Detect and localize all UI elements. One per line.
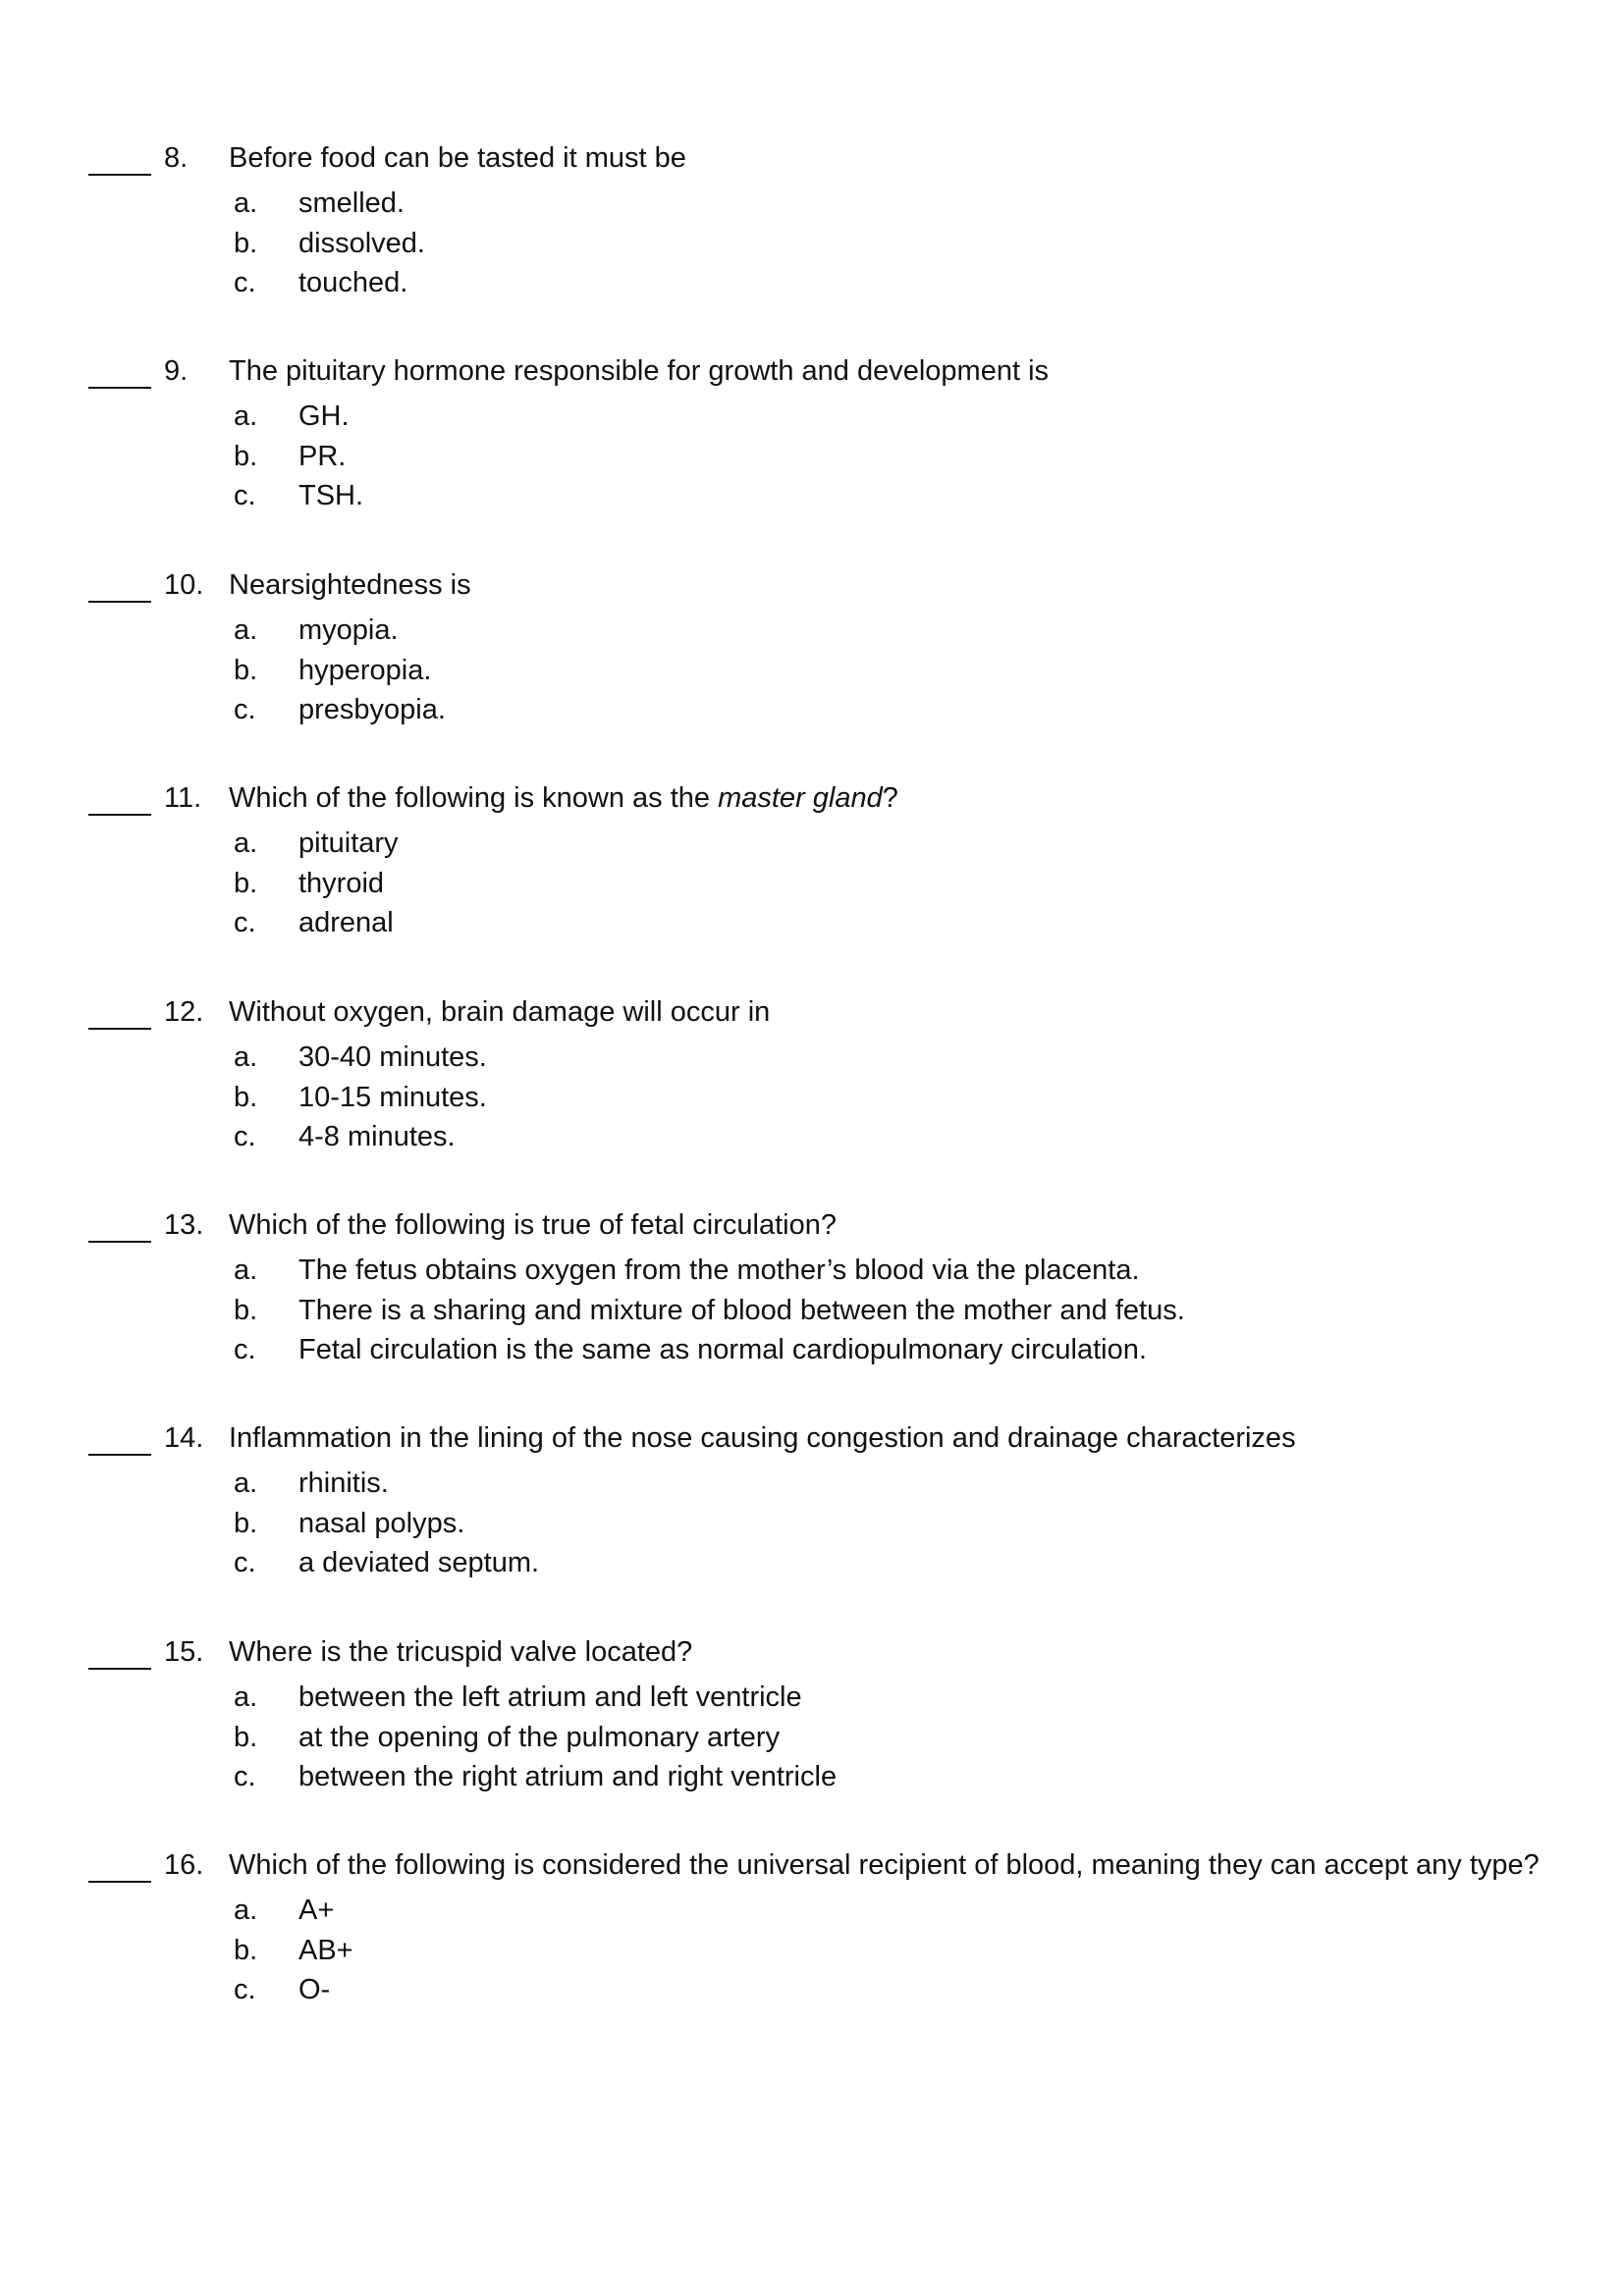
question-number: 15. xyxy=(164,1636,204,1668)
question-number: 12. xyxy=(164,996,204,1028)
option-text: AB+ xyxy=(298,1934,353,1966)
option-text: 10-15 minutes. xyxy=(298,1081,487,1113)
answer-blank[interactable] xyxy=(88,357,151,389)
question-text-start: Which of the following is known as the xyxy=(229,782,719,814)
option-text: between the right atrium and right ventricle xyxy=(298,1761,838,1792)
option-letter: b. xyxy=(234,1294,258,1326)
option-text: TSH. xyxy=(298,480,364,511)
option-text: rhinitis. xyxy=(298,1468,389,1499)
option-letter: a. xyxy=(234,187,258,219)
option-a xyxy=(0,189,1623,230)
option-letter: a. xyxy=(234,1255,258,1286)
answer-blank[interactable] xyxy=(88,784,151,816)
option-letter: a. xyxy=(234,1682,258,1713)
option-a xyxy=(0,402,1623,443)
option-c xyxy=(0,1976,1623,2016)
question-number: 16. xyxy=(164,1849,204,1881)
option-c xyxy=(0,909,1623,949)
option-a xyxy=(0,829,1623,870)
option-c xyxy=(0,269,1623,309)
option-letter: c. xyxy=(234,1547,256,1578)
answer-blank[interactable] xyxy=(88,571,151,603)
answer-options xyxy=(0,1256,1623,1376)
answer-blank[interactable] xyxy=(88,1638,151,1670)
answer-blank[interactable] xyxy=(88,998,151,1030)
question-9 xyxy=(0,355,1623,511)
question-13 xyxy=(0,1209,1623,1365)
option-text: adrenal xyxy=(298,907,394,938)
option-letter: c. xyxy=(234,1121,256,1152)
option-a xyxy=(0,616,1623,657)
option-text: dissolved. xyxy=(298,227,425,259)
question-number: 10. xyxy=(164,569,204,601)
option-text: thyroid xyxy=(298,867,385,899)
option-c xyxy=(0,1336,1623,1376)
option-letter: a. xyxy=(234,1041,258,1073)
answer-options xyxy=(0,189,1623,309)
option-text: at the opening of the pulmonary artery xyxy=(298,1721,781,1753)
answer-options xyxy=(0,616,1623,736)
question-stem xyxy=(0,144,1623,180)
option-c xyxy=(0,696,1623,736)
question-12 xyxy=(0,996,1623,1152)
option-text: PR. xyxy=(298,440,347,472)
question-stem xyxy=(0,998,1623,1034)
option-text: a deviated septum. xyxy=(298,1547,540,1578)
answer-blank[interactable] xyxy=(88,1424,151,1456)
option-letter: a. xyxy=(234,1895,258,1926)
question-stem xyxy=(0,357,1623,393)
question-14 xyxy=(0,1422,1623,1578)
option-letter: c. xyxy=(234,907,256,938)
answer-blank[interactable] xyxy=(88,1211,151,1243)
option-c xyxy=(0,1763,1623,1803)
option-a xyxy=(0,1683,1623,1724)
option-text: nasal polyps. xyxy=(298,1507,465,1539)
question-stem xyxy=(0,1424,1623,1460)
option-text: smelled. xyxy=(298,187,405,219)
option-text: O- xyxy=(298,1974,331,2005)
question-text: Where is the tricuspid valve located? xyxy=(229,1636,693,1668)
option-letter: c. xyxy=(234,267,256,298)
option-text: myopia. xyxy=(298,614,399,646)
option-a xyxy=(0,1469,1623,1510)
question-number: 9. xyxy=(164,355,189,387)
option-a xyxy=(0,1256,1623,1297)
option-text: hyperopia. xyxy=(298,654,432,686)
question-stem xyxy=(0,1211,1623,1247)
question-stem xyxy=(0,1638,1623,1674)
option-letter: c. xyxy=(234,1761,256,1792)
option-text: 4-8 minutes. xyxy=(298,1121,456,1152)
option-b xyxy=(0,440,1623,483)
question-number: 11. xyxy=(164,782,202,814)
option-text: touched. xyxy=(298,267,408,298)
option-letter: b. xyxy=(234,1934,258,1966)
answer-options xyxy=(0,1683,1623,1803)
question-text: Inflammation in the lining of the nose causing congestion and drainage characterizes xyxy=(229,1422,1296,1454)
question-text xyxy=(229,784,898,813)
question-10 xyxy=(0,569,1623,725)
option-letter: a. xyxy=(234,614,258,646)
option-text: presbyopia. xyxy=(298,694,446,725)
option-c xyxy=(0,1549,1623,1589)
question-8 xyxy=(0,142,1623,298)
option-b xyxy=(0,654,1623,697)
answer-options xyxy=(0,1896,1623,2016)
answer-options xyxy=(0,402,1623,522)
question-number: 14. xyxy=(164,1422,204,1454)
question-15 xyxy=(0,1636,1623,1792)
option-text: GH. xyxy=(298,400,350,432)
option-letter: b. xyxy=(234,654,258,686)
option-letter: c. xyxy=(234,1334,256,1365)
question-text: Which of the following is considered the universal recipient of blood, meaning they can accept any type? xyxy=(229,1849,1540,1881)
option-c xyxy=(0,1123,1623,1163)
question-stem xyxy=(0,784,1623,820)
answer-options xyxy=(0,1469,1623,1589)
option-text: 30-40 minutes. xyxy=(298,1041,487,1073)
answer-blank[interactable] xyxy=(88,1851,151,1883)
option-letter: b. xyxy=(234,1081,258,1113)
option-a xyxy=(0,1896,1623,1937)
question-16 xyxy=(0,1849,1623,2005)
option-letter: c. xyxy=(234,480,256,511)
question-text-emphasis: master gland xyxy=(718,782,883,814)
question-text: Nearsightedness is xyxy=(229,569,471,601)
question-text: Without oxygen, brain damage will occur in xyxy=(229,996,771,1028)
option-letter: c. xyxy=(234,694,256,725)
question-number: 13. xyxy=(164,1209,204,1241)
question-number: 8. xyxy=(164,142,189,174)
option-letter: b. xyxy=(234,867,258,899)
option-letter: b. xyxy=(234,1721,258,1753)
option-text: pituitary xyxy=(298,828,399,859)
option-text: Fetal circulation is the same as normal cardiopulmonary circulation. xyxy=(298,1334,1147,1365)
option-c xyxy=(0,482,1623,522)
question-text: Which of the following is true of fetal circulation? xyxy=(229,1209,837,1241)
answer-blank[interactable] xyxy=(88,144,151,176)
option-letter: b. xyxy=(234,440,258,472)
option-b xyxy=(0,1294,1623,1337)
question-11 xyxy=(0,782,1623,938)
option-a xyxy=(0,1043,1623,1084)
option-letter: c. xyxy=(234,1974,256,2005)
option-b xyxy=(0,1081,1623,1124)
option-b xyxy=(0,1721,1623,1764)
option-b xyxy=(0,227,1623,270)
option-text: between the left atrium and left ventricle xyxy=(298,1682,802,1713)
answer-options xyxy=(0,1043,1623,1163)
question-text: The pituitary hormone responsible for growth and development is xyxy=(229,355,1050,387)
option-text: A+ xyxy=(298,1895,335,1926)
option-letter: a. xyxy=(234,400,258,432)
option-b xyxy=(0,1507,1623,1550)
option-letter: a. xyxy=(234,1468,258,1499)
question-text: Before food can be tasted it must be xyxy=(229,142,686,174)
option-letter: b. xyxy=(234,1507,258,1539)
option-letter: a. xyxy=(234,828,258,859)
option-b xyxy=(0,1934,1623,1977)
question-stem xyxy=(0,1851,1623,1887)
question-text-end: ? xyxy=(882,782,898,814)
option-text: There is a sharing and mixture of blood between the mother and fetus. xyxy=(298,1294,1185,1326)
option-text: The fetus obtains oxygen from the mother’s blood via the placenta. xyxy=(298,1255,1140,1286)
question-stem xyxy=(0,571,1623,607)
option-letter: b. xyxy=(234,227,258,259)
answer-options xyxy=(0,829,1623,949)
option-b xyxy=(0,867,1623,910)
